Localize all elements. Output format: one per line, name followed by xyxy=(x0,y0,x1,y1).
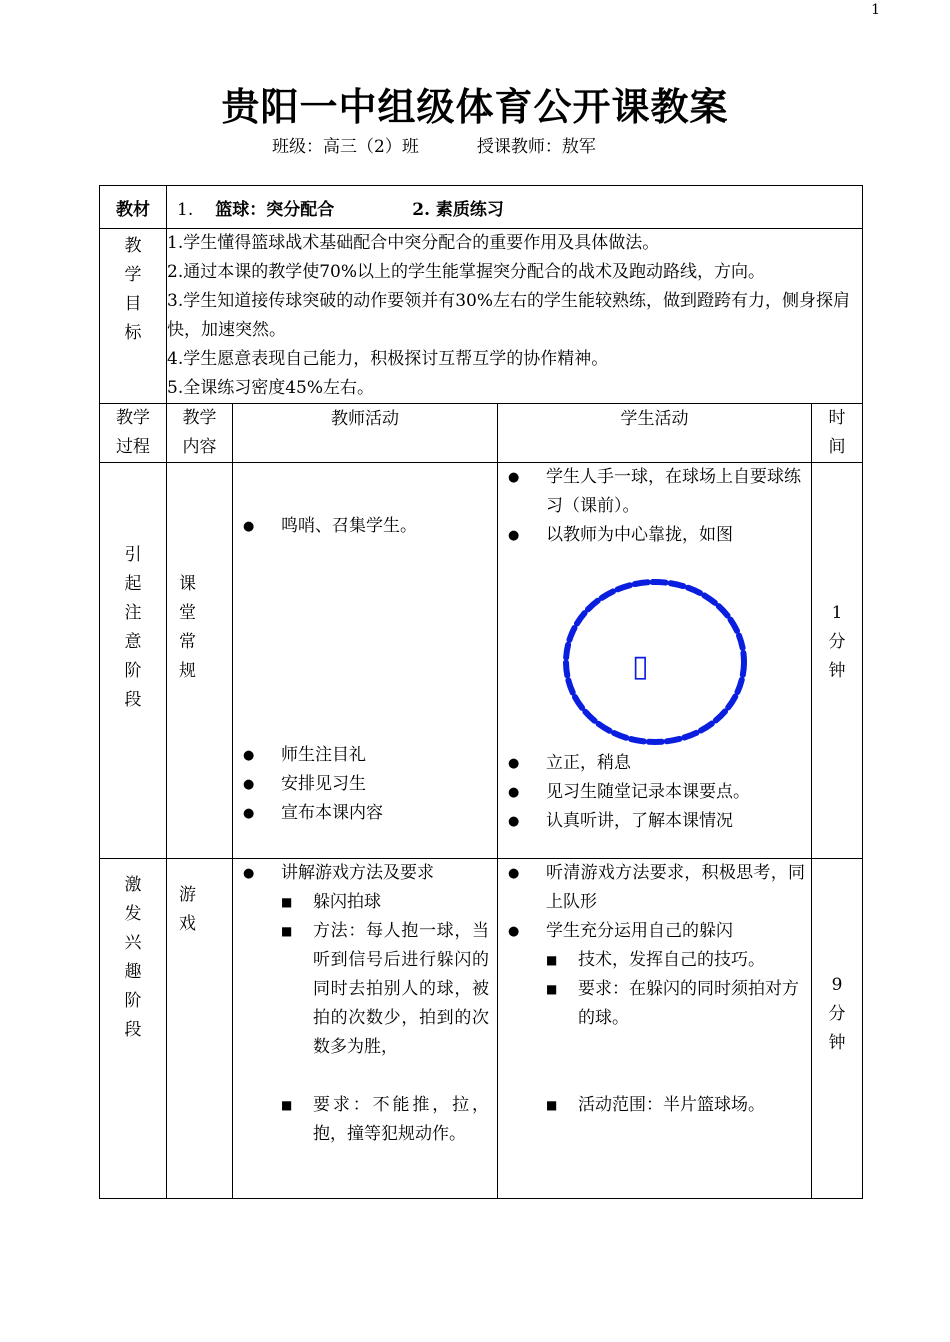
list-item: ■ 躲闪拍球 xyxy=(273,888,489,917)
phase1-student xyxy=(498,463,812,859)
phase2-content: 游 戏 xyxy=(167,859,233,1199)
goal-item: 3.学生知道接传球突破的动作要领并有30%左右的学生能较熟练，做到蹬跨有力，侧身探肩快，加速突然。 xyxy=(167,291,851,340)
header-time: 时 间 xyxy=(812,404,863,463)
phase2-time: 9 分 钟 xyxy=(812,859,863,1199)
header-teacher: 教师活动 xyxy=(233,404,498,463)
goal-item: 5.全课练习密度45%左右。 xyxy=(167,378,375,398)
goal-item: 2.通过本课的教学使70%以上的学生能掌握突分配合的战术及跑动路线，方向。 xyxy=(167,262,766,282)
material-item2: 2. 素质练习 xyxy=(412,199,504,220)
phase1-process: 引 起 注 意 阶 段 xyxy=(100,463,167,859)
list-item: ● 以教师为中心靠拢，如图 xyxy=(498,521,805,550)
page-title: 贵阳一中组级体育公开课教案 xyxy=(221,85,729,129)
header-process: 教学 过程 xyxy=(100,404,167,463)
teacher-info: 授课教师：敖军 xyxy=(476,137,596,157)
list-item: ● 宣布本课内容 xyxy=(233,799,497,828)
class-info: 班级：高三（2）班 xyxy=(272,137,419,157)
phase1-content: 课 堂 常 规 xyxy=(167,463,233,859)
list-item: ● 立正，稍息 xyxy=(498,749,805,778)
goals-content xyxy=(167,229,863,404)
material-item1: 篮球：突分配合 xyxy=(215,199,335,220)
material-label: 教材 xyxy=(100,186,167,229)
material-row xyxy=(100,186,863,229)
phase2-student xyxy=(498,859,812,1199)
phase1-row xyxy=(100,463,863,859)
header-student: 学生活动 xyxy=(498,404,812,463)
goal-item: 1.学生懂得篮球战术基础配合中突分配合的重要作用及具体做法。 xyxy=(167,233,660,253)
goals-row xyxy=(100,229,863,404)
phase2-row xyxy=(100,859,863,1199)
list-item: ■ 要求：在躲闪的同时须拍对方的球。 xyxy=(538,975,805,1033)
list-item: ● 安排见习生 xyxy=(233,770,497,799)
header-row xyxy=(100,404,863,463)
list-item: ● 见习生随堂记录本课要点。 xyxy=(498,778,805,807)
list-item: ● 听清游戏方法要求，积极思考，同上队形 xyxy=(498,859,805,917)
list-item: ■ 要求：不能推，拉，抱，撞等犯规动作。 xyxy=(273,1091,489,1149)
phase1-teacher xyxy=(233,463,498,859)
list-item: ● 鸣哨、召集学生。 xyxy=(233,512,497,541)
list-item: ● 认真听讲，了解本课情况 xyxy=(498,807,805,836)
material-content xyxy=(167,186,863,229)
circle-formation xyxy=(566,582,744,742)
header-content: 教学 内容 xyxy=(167,404,233,463)
goals-label: 教 学 目 标 xyxy=(100,229,167,404)
page-number: 1 xyxy=(871,2,880,18)
teacher-marker-icon: ▯ xyxy=(632,649,649,684)
formation-diagram xyxy=(555,573,755,751)
list-item: ● 师生注目礼 xyxy=(233,741,497,770)
list-item: ● 学生人手一球，在球场上自要球练习（课前）。 xyxy=(498,463,805,521)
phase2-teacher xyxy=(233,859,498,1199)
material-item1-num: 1. xyxy=(177,199,194,220)
subtitle xyxy=(272,132,596,157)
lesson-plan-table xyxy=(99,185,863,1199)
list-item: ■ 活动范围：半片篮球场。 xyxy=(538,1091,805,1120)
goal-item: 4.学生愿意表现自己能力，积极探讨互帮互学的协作精神。 xyxy=(167,349,609,369)
phase2-process: 激 发 兴 趣 阶 段 xyxy=(100,859,167,1199)
phase1-time: 1 分 钟 xyxy=(812,463,863,859)
list-item: ■ 技术，发挥自己的技巧。 xyxy=(538,946,805,975)
list-item: ● 学生充分运用自己的躲闪 xyxy=(498,917,805,946)
list-item: ■ 方法：每人抱一球，当听到信号后进行躲闪的同时去拍别人的球，被拍的次数少，拍到的次数多为胜， xyxy=(273,917,489,1062)
list-item: ● 讲解游戏方法及要求 ■ 躲闪拍球 ■ 方法：每人抱一球，当听到信号后进行躲闪的同时去拍别人的球，被拍的次数少，拍到的次数多为胜， ■ 要求：不能推，拉，抱，撞等犯规动作。 xyxy=(233,859,489,1149)
